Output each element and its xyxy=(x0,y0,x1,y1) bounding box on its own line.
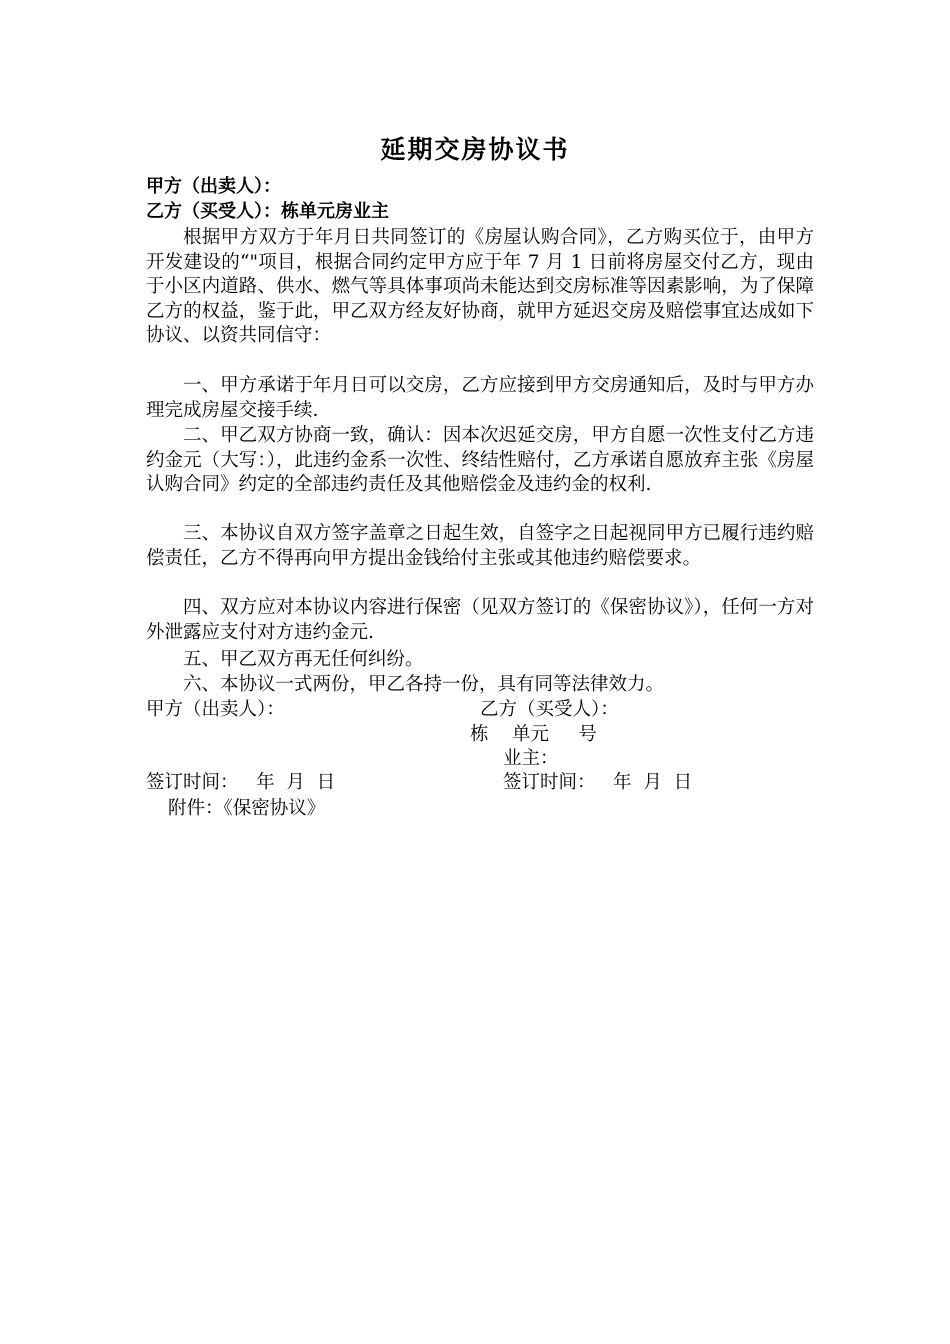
party-a-sign-date: 签订时间： 年 月 日 xyxy=(146,772,336,793)
document-title: 延期交房协议书 xyxy=(380,135,570,164)
clause-2-paragraph: 二、甲乙双方协商一致，确认：因本次迟延交房，甲方自愿一次性支付乙方违约金元（大写：），此违约金系一次性、终结性赔付，乙方承诺自愿放弃主张《房屋认购合同》约定的全部违约责任及其他赔偿金及违约金的权利. xyxy=(146,425,814,495)
clause-5-paragraph: 五、甲乙双方再无任何纠纷。 xyxy=(183,649,424,670)
party-a-signature-label: 甲方（出卖人）： xyxy=(146,699,285,720)
preamble-paragraph: 根据甲方双方于年月日共同签订的《房屋认购合同》，乙方购买位于，由甲方开发建设的“"项目，根据合同约定甲方应于年 7 月 1 日前将房屋交付乙方，现由于小区内道路、供水、燃气等具体事项尚未能达到交房标准等因素影响，为了保障乙方的权益，鉴于此，甲乙双方经友好协商，就甲方延迟交房及赔偿事宜达成如下协议、以资共同信守： xyxy=(146,227,814,346)
owner-label: 业主： xyxy=(503,748,559,769)
clause-4-paragraph: 四、双方应对本协议内容进行保密（见双方签订的《保密协议》），任何一方对外泄露应支付对方违约金元. xyxy=(146,597,814,643)
party-b-header: 乙方（买受人）：栋单元房业主 xyxy=(146,201,389,222)
clause-1-paragraph: 一、甲方承诺于年月日可以交房，乙方应接到甲方交房通知后，及时与甲方办理完成房屋交接手续. xyxy=(146,375,814,421)
party-b-signature-label: 乙方（买受人）： xyxy=(480,699,619,720)
attachment-note: 附件：《保密协议》 xyxy=(168,798,326,819)
party-b-sign-date: 签订时间： 年 月 日 xyxy=(503,772,693,793)
party-a-header: 甲方（出卖人）： xyxy=(146,176,281,197)
clause-3-paragraph: 三、本协议自双方签字盖章之日起生效，自签字之日起视同甲方已履行违约赔偿责任，乙方不得再向甲方提出金钱给付主张或其他违约赔偿要求。 xyxy=(146,523,814,569)
clause-6-paragraph: 六、本协议一式两份，甲乙各持一份，具有同等法律效力。 xyxy=(183,674,665,695)
building-unit-line: 栋 单元 号 xyxy=(470,724,597,745)
